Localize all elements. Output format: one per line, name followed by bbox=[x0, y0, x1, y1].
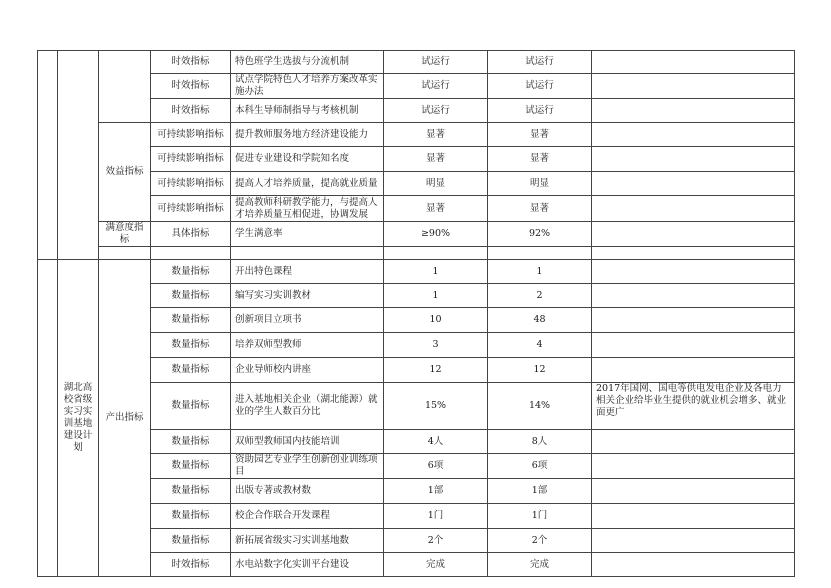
actual-value-cell: 2 bbox=[488, 284, 592, 308]
project-label: 湖北高校省级实习实训基地建设计划 bbox=[58, 260, 99, 577]
indicator-name-cell: 校企合作联合开发课程 bbox=[231, 504, 384, 529]
actual-value-cell: 1 bbox=[488, 260, 592, 284]
note-cell bbox=[592, 247, 795, 260]
target-value-cell: 1部 bbox=[384, 479, 488, 504]
note-cell bbox=[592, 529, 795, 553]
note-cell bbox=[592, 51, 795, 74]
actual-value-cell: 试运行 bbox=[488, 99, 592, 123]
note-cell bbox=[592, 504, 795, 529]
sub-indicator-cell: 时效指标 bbox=[151, 99, 231, 123]
sub-indicator-cell: 数量指标 bbox=[151, 430, 231, 454]
target-value-cell: 试运行 bbox=[384, 74, 488, 99]
note-cell bbox=[592, 260, 795, 284]
target-value-cell: 试运行 bbox=[384, 51, 488, 74]
actual-value-cell: 6项 bbox=[488, 454, 592, 479]
actual-value-cell: 试运行 bbox=[488, 74, 592, 99]
actual-blank-cell bbox=[488, 247, 592, 260]
table-row bbox=[38, 383, 795, 430]
sub-indicator-cell: 数量指标 bbox=[151, 504, 231, 529]
sub-indicator-cell: 数量指标 bbox=[151, 454, 231, 479]
sub-indicator-cell: 数量指标 bbox=[151, 308, 231, 333]
actual-value-cell: 92% bbox=[488, 222, 592, 247]
actual-value-cell: 试运行 bbox=[488, 51, 592, 74]
indicator-name-cell: 企业导师校内讲座 bbox=[231, 358, 384, 383]
indicator-name-cell: 促进专业建设和学院知名度 bbox=[231, 147, 384, 172]
table-row bbox=[38, 147, 795, 172]
indicator-name-cell: 水电站数字化实训平台建设 bbox=[231, 553, 384, 577]
actual-value-cell: 明显 bbox=[488, 172, 592, 196]
table-row bbox=[38, 99, 795, 123]
indicator-name-cell: 双师型教师国内技能培训 bbox=[231, 430, 384, 454]
table-row bbox=[38, 333, 795, 358]
target-value-cell: 1 bbox=[384, 260, 488, 284]
group-label-effect: 效益指标 bbox=[99, 123, 151, 222]
sub-indicator-cell: 可持续影响指标 bbox=[151, 147, 231, 172]
target-value-cell: 10 bbox=[384, 308, 488, 333]
indicator-name-cell: 培养双师型教师 bbox=[231, 333, 384, 358]
target-value-cell: 完成 bbox=[384, 553, 488, 577]
table-row bbox=[38, 196, 795, 222]
note-cell bbox=[592, 454, 795, 479]
outer-blank-cell bbox=[38, 51, 58, 260]
indicator-name-cell: 新拓展省级实习实训基地数 bbox=[231, 529, 384, 553]
note-cell bbox=[592, 308, 795, 333]
sub-indicator-cell: 数量指标 bbox=[151, 358, 231, 383]
table-row bbox=[38, 479, 795, 504]
indicator-name-cell: 开出特色课程 bbox=[231, 260, 384, 284]
target-value-cell: 显著 bbox=[384, 196, 488, 222]
indicator-name-cell: 学生满意率 bbox=[231, 222, 384, 247]
sub-indicator-cell: 数量指标 bbox=[151, 383, 231, 430]
actual-value-cell: 4 bbox=[488, 333, 592, 358]
target-value-cell: 1 bbox=[384, 284, 488, 308]
note-cell: 2017年国网、国电等供电发电企业及各电力相关企业给毕业生提供的就业机会增多、就业面更广 bbox=[592, 383, 795, 430]
sub-indicator-cell: 具体指标 bbox=[151, 222, 231, 247]
indicator-name-cell: 提高教师科研教学能力，与提高人才培养质量互相促进，协调发展 bbox=[231, 196, 384, 222]
note-cell bbox=[592, 553, 795, 577]
target-value-cell: ≥90% bbox=[384, 222, 488, 247]
sub-indicator-cell: 数量指标 bbox=[151, 333, 231, 358]
actual-value-cell: 1门 bbox=[488, 504, 592, 529]
table-row bbox=[38, 74, 795, 99]
performance-indicator-table bbox=[37, 50, 795, 577]
sub-blank-cell bbox=[151, 247, 231, 260]
indicator-name-cell: 提高人才培养质量，提高就业质量 bbox=[231, 172, 384, 196]
project-blank-cell bbox=[58, 51, 99, 260]
note-cell bbox=[592, 99, 795, 123]
indicator-name-cell: 出版专著或教材数 bbox=[231, 479, 384, 504]
table-row bbox=[38, 172, 795, 196]
table-row bbox=[38, 260, 795, 284]
sub-indicator-cell: 时效指标 bbox=[151, 51, 231, 74]
target-value-cell: 15% bbox=[384, 383, 488, 430]
target-value-cell: 试运行 bbox=[384, 99, 488, 123]
name-blank-cell bbox=[231, 247, 384, 260]
table-row bbox=[38, 284, 795, 308]
table-row bbox=[38, 430, 795, 454]
outer-blank-cell bbox=[38, 260, 58, 577]
table-row bbox=[38, 553, 795, 577]
note-cell bbox=[592, 74, 795, 99]
table-row bbox=[38, 222, 795, 247]
table-row bbox=[38, 247, 795, 260]
sub-indicator-cell: 时效指标 bbox=[151, 553, 231, 577]
table-row bbox=[38, 51, 795, 74]
note-cell bbox=[592, 333, 795, 358]
actual-value-cell: 1部 bbox=[488, 479, 592, 504]
target-value-cell: 显著 bbox=[384, 123, 488, 147]
table-row bbox=[38, 454, 795, 479]
sub-indicator-cell: 数量指标 bbox=[151, 260, 231, 284]
target-value-cell: 4人 bbox=[384, 430, 488, 454]
note-cell bbox=[592, 358, 795, 383]
note-cell bbox=[592, 123, 795, 147]
target-value-cell: 6项 bbox=[384, 454, 488, 479]
target-value-cell: 3 bbox=[384, 333, 488, 358]
table-row bbox=[38, 123, 795, 147]
note-cell bbox=[592, 479, 795, 504]
table-row bbox=[38, 358, 795, 383]
indicator-name-cell: 本科生导师制指导与考核机制 bbox=[231, 99, 384, 123]
actual-value-cell: 14% bbox=[488, 383, 592, 430]
note-cell bbox=[592, 196, 795, 222]
actual-value-cell: 48 bbox=[488, 308, 592, 333]
group-blank-cell bbox=[99, 247, 151, 260]
group-label-satisfaction: 满意度指标 bbox=[99, 222, 151, 247]
indicator-name-cell: 进入基地相关企业（湖北能源）就业的学生人数百分比 bbox=[231, 383, 384, 430]
target-value-cell: 显著 bbox=[384, 147, 488, 172]
table-row bbox=[38, 529, 795, 553]
indicator-name-cell: 编写实习实训教材 bbox=[231, 284, 384, 308]
group-blank-cell bbox=[99, 51, 151, 123]
note-cell bbox=[592, 172, 795, 196]
indicator-name-cell: 试点学院特色人才培养方案改革实施办法 bbox=[231, 74, 384, 99]
sub-indicator-cell: 数量指标 bbox=[151, 479, 231, 504]
target-value-cell: 明显 bbox=[384, 172, 488, 196]
target-value-cell: 1门 bbox=[384, 504, 488, 529]
sub-indicator-cell: 时效指标 bbox=[151, 74, 231, 99]
actual-value-cell: 显著 bbox=[488, 196, 592, 222]
actual-value-cell: 8人 bbox=[488, 430, 592, 454]
note-cell bbox=[592, 430, 795, 454]
note-cell bbox=[592, 284, 795, 308]
table-row bbox=[38, 308, 795, 333]
actual-value-cell: 显著 bbox=[488, 147, 592, 172]
note-cell bbox=[592, 222, 795, 247]
indicator-name-cell: 特色班学生选拔与分流机制 bbox=[231, 51, 384, 74]
group-label-output: 产出指标 bbox=[99, 260, 151, 577]
sub-indicator-cell: 可持续影响指标 bbox=[151, 123, 231, 147]
table-row bbox=[38, 504, 795, 529]
target-value-cell: 12 bbox=[384, 358, 488, 383]
sub-indicator-cell: 数量指标 bbox=[151, 284, 231, 308]
sub-indicator-cell: 数量指标 bbox=[151, 529, 231, 553]
note-cell bbox=[592, 147, 795, 172]
actual-value-cell: 12 bbox=[488, 358, 592, 383]
sub-indicator-cell: 可持续影响指标 bbox=[151, 196, 231, 222]
target-value-cell: 2个 bbox=[384, 529, 488, 553]
indicator-name-cell: 提升教师服务地方经济建设能力 bbox=[231, 123, 384, 147]
sub-indicator-cell: 可持续影响指标 bbox=[151, 172, 231, 196]
actual-value-cell: 2个 bbox=[488, 529, 592, 553]
actual-value-cell: 显著 bbox=[488, 123, 592, 147]
indicator-name-cell: 资助园艺专业学生创新创业训练项目 bbox=[231, 454, 384, 479]
target-blank-cell bbox=[384, 247, 488, 260]
indicator-name-cell: 创新项目立项书 bbox=[231, 308, 384, 333]
actual-value-cell: 完成 bbox=[488, 553, 592, 577]
